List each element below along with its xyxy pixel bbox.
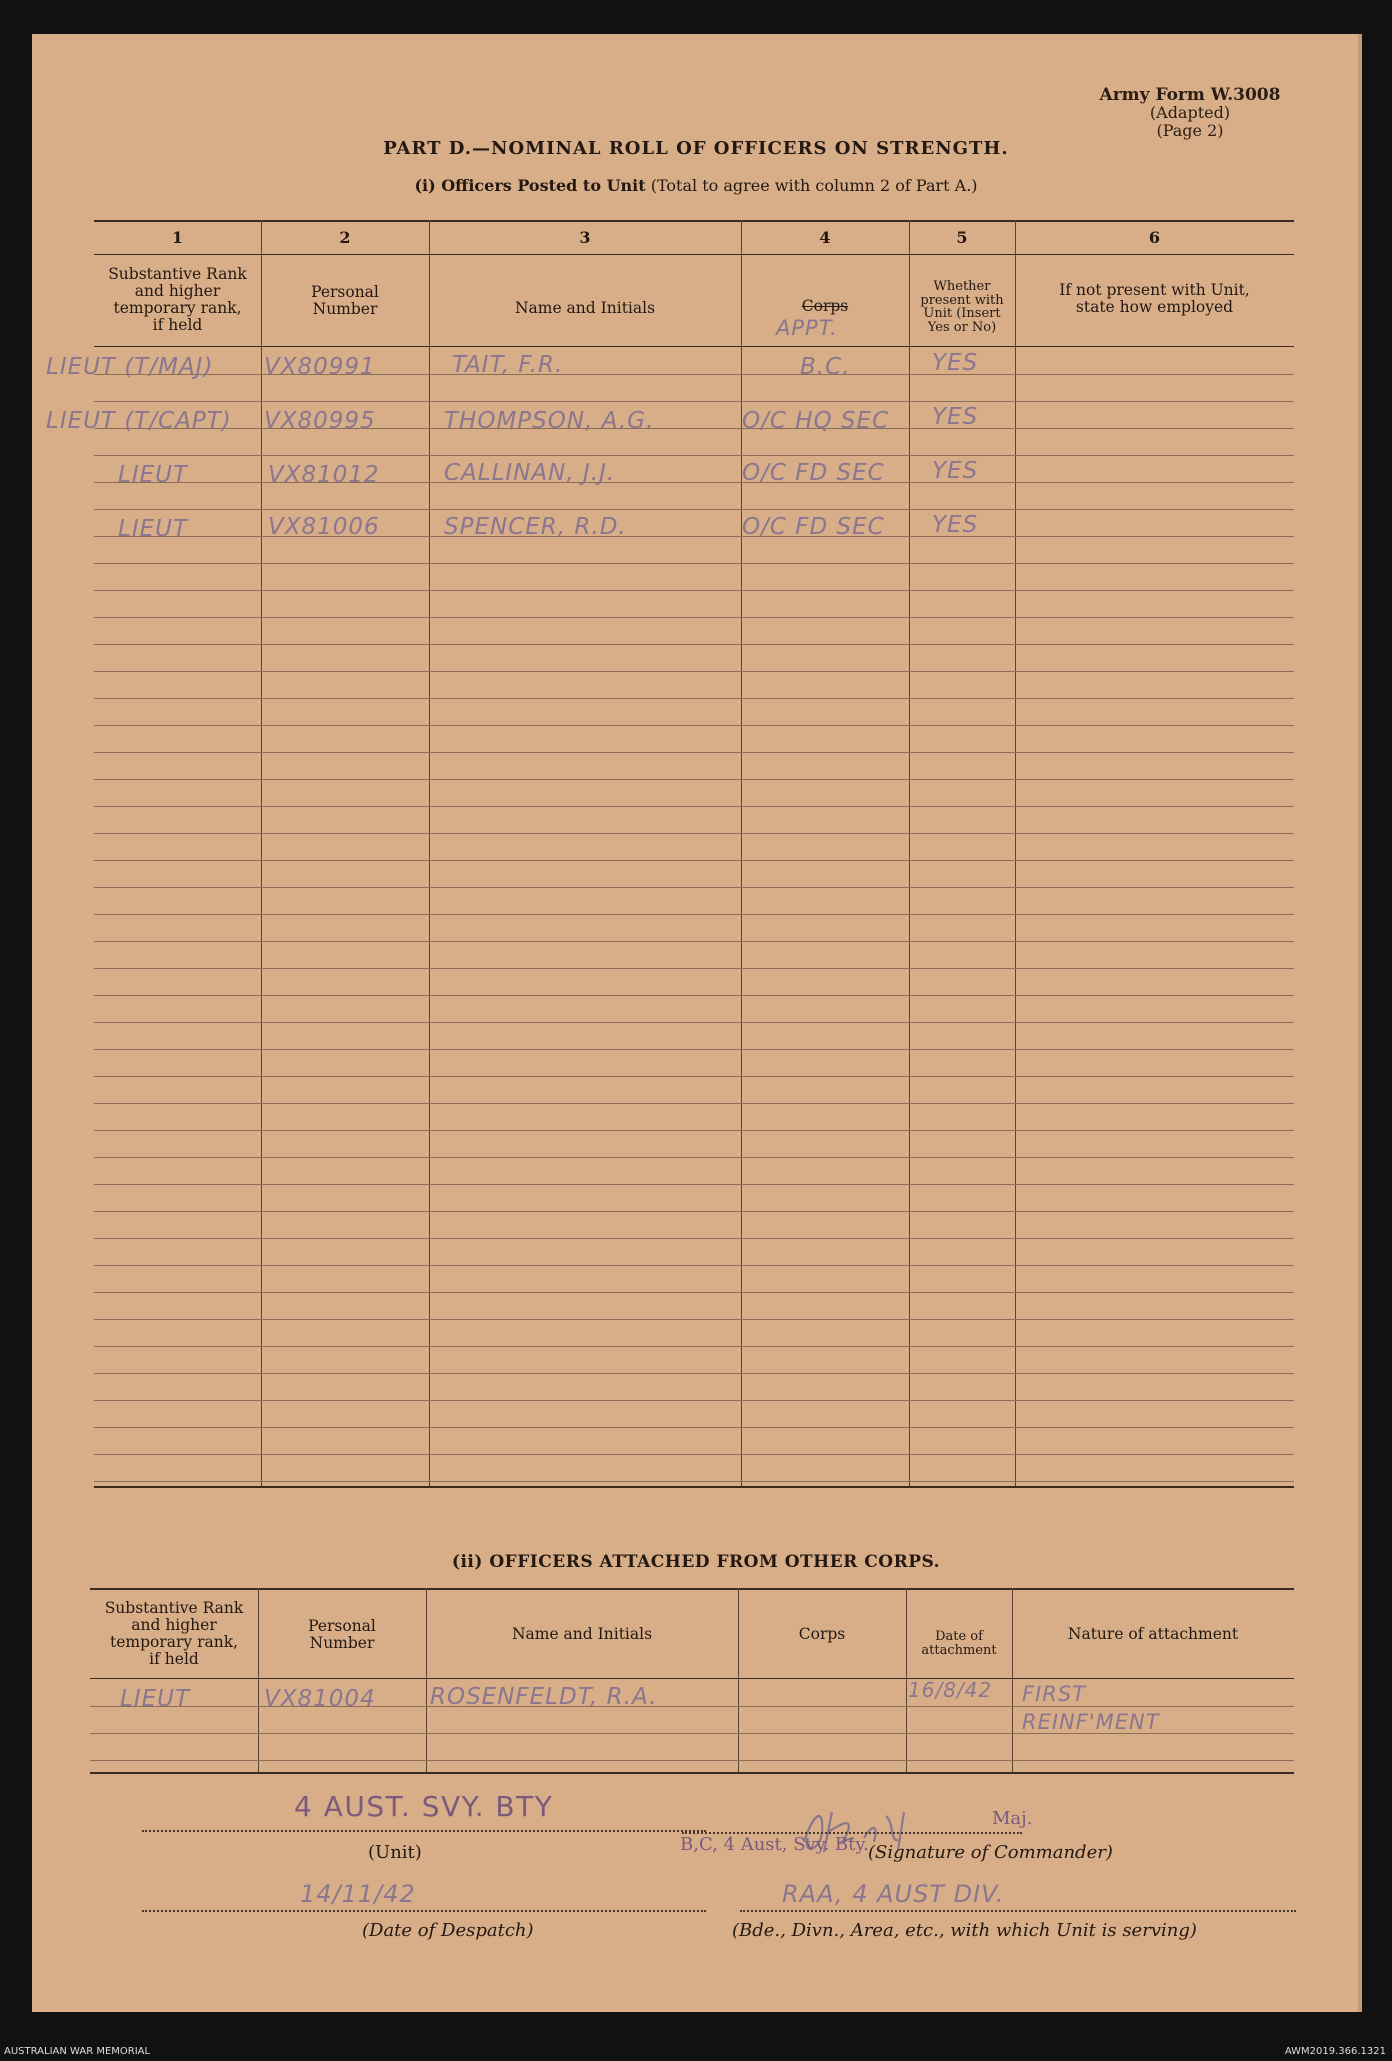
row-appointment: B.C.	[800, 354, 851, 380]
header-corps-amendment: APPT.	[776, 316, 838, 340]
header-line: Substantive Rank	[108, 265, 247, 283]
header-personal-number	[258, 1618, 426, 1652]
ruled-line	[94, 1238, 1294, 1239]
section1-note: (Total to agree with column 2 of Part A.)	[650, 176, 978, 195]
section1-title	[32, 176, 1360, 195]
row-name: TAIT, F.R.	[452, 352, 564, 378]
table2-col-divider	[258, 1588, 259, 1772]
form-page-number: (Page 2)	[1156, 121, 1224, 140]
header-employed	[1015, 282, 1294, 316]
column-number: 2	[339, 228, 351, 247]
ruled-line	[94, 644, 1294, 645]
header-line: temporary rank,	[113, 299, 242, 317]
table2-bottom-rule	[90, 1772, 1294, 1774]
part-title: PART D.—NOMINAL ROLL OF OFFICERS ON STRENGTH.	[383, 138, 1009, 159]
header-line: temporary rank,	[109, 1633, 239, 1651]
table2-top-rule	[90, 1588, 1294, 1590]
ruled-line	[94, 1319, 1294, 1320]
header-date	[906, 1630, 1012, 1657]
section1-lead: (i) Officers Posted to Unit	[414, 176, 646, 195]
column-number: 4	[819, 228, 831, 247]
table1-col-divider	[909, 220, 910, 1486]
header-name: Name and Initials	[514, 299, 656, 317]
ruled-line	[94, 887, 1294, 888]
ruled-line	[94, 1130, 1294, 1131]
column-number: 1	[171, 228, 184, 247]
header-nature: Nature of attachment	[1067, 1625, 1239, 1643]
row-present: YES	[932, 458, 979, 484]
section2-title: (ii) OFFICERS ATTACHED FROM OTHER CORPS.	[451, 1552, 941, 1572]
table1-col-divider	[429, 220, 430, 1486]
row-present: YES	[932, 512, 979, 538]
header-corps: Corps	[801, 297, 849, 315]
ruled-line	[94, 1103, 1294, 1104]
archive-credit: AUSTRALIAN WAR MEMORIAL	[4, 2046, 151, 2057]
table1-col-divider	[261, 220, 262, 1486]
header-personal-number	[261, 284, 429, 318]
ruled-line	[94, 752, 1294, 753]
row-rank: LIEUT	[118, 516, 189, 542]
header-line: Number	[312, 300, 378, 318]
ruled-line	[94, 455, 1294, 456]
ruled-line	[94, 968, 1294, 969]
row-present: YES	[932, 350, 979, 376]
ruled-line	[94, 860, 1294, 861]
row-nature: FIRST	[1022, 1682, 1087, 1706]
header-line: Whether	[933, 279, 991, 294]
unit-label: (Unit)	[368, 1842, 422, 1863]
row-name: CALLINAN, J.J.	[444, 460, 616, 486]
header-line: Date of	[935, 1629, 983, 1644]
ruled-line	[94, 671, 1294, 672]
ruled-line	[94, 806, 1294, 807]
ruled-line	[94, 509, 1294, 510]
form-page	[32, 34, 1360, 2012]
header-rank	[90, 1600, 258, 1668]
ruled-line	[94, 1022, 1294, 1023]
header-line: Personal	[308, 1617, 376, 1635]
ruled-line	[94, 1373, 1294, 1374]
row-rank: LIEUT	[120, 1686, 191, 1712]
row-appointment: O/C FD SEC	[742, 514, 885, 540]
header-line: attachment	[921, 1642, 997, 1658]
table1-bottom-rule	[94, 1486, 1294, 1488]
ruled-line	[94, 698, 1294, 699]
form-adapted: (Adapted)	[1149, 103, 1231, 122]
row-name: SPENCER, R.D.	[444, 514, 627, 540]
despatch-label: (Date of Despatch)	[362, 1920, 534, 1941]
row-name: THOMPSON, A.G.	[444, 408, 655, 434]
row-rank: LIEUT (T/MAJ)	[46, 354, 214, 380]
ruled-line	[94, 1292, 1294, 1293]
row-name: ROSENFELDT, R.A.	[430, 1684, 658, 1710]
row-number: VX81006	[268, 514, 380, 540]
form-name: Army Form W.3008	[1099, 85, 1281, 105]
ruled-line	[94, 1076, 1294, 1077]
formation-value: RAA, 4 AUST DIV.	[782, 1880, 1005, 1908]
table2-col-divider	[906, 1588, 907, 1772]
header-corps: Corps	[798, 1625, 846, 1643]
ruled-line	[94, 1346, 1294, 1347]
header-line: Yes or No)	[927, 319, 997, 335]
unit-stamp: 4 AUST. SVY. BTY	[294, 1790, 554, 1823]
ruled-line	[94, 1481, 1294, 1482]
row-nature: REINF'MENT	[1022, 1710, 1160, 1734]
row-rank: LIEUT	[118, 462, 189, 488]
table2-col-divider	[1012, 1588, 1013, 1772]
column-number: 5	[956, 228, 968, 247]
ruled-line	[94, 401, 1294, 402]
header-line: if held	[149, 1650, 199, 1668]
table2-header-rule	[90, 1678, 1294, 1679]
row-number: VX80995	[264, 408, 376, 434]
ruled-line	[94, 1427, 1294, 1428]
ruled-line	[94, 590, 1294, 591]
ruled-line	[90, 1760, 1294, 1761]
signature-stamp: B,C, 4 Aust, Svy. Bty.	[680, 1834, 869, 1855]
unit-line	[142, 1830, 706, 1832]
ruled-line	[94, 941, 1294, 942]
header-line: Number	[309, 1634, 375, 1652]
row-present: YES	[932, 404, 979, 430]
ruled-line	[94, 779, 1294, 780]
header-line: Substantive Rank	[104, 1599, 244, 1617]
row-number: VX80991	[264, 354, 376, 380]
formation-line	[740, 1910, 1296, 1912]
header-line: and higher	[134, 282, 221, 300]
header-line: Unit (Insert	[923, 306, 1001, 321]
row-date: 16/8/42	[908, 1678, 993, 1702]
ruled-line	[94, 563, 1294, 564]
table2-col-divider	[738, 1588, 739, 1772]
ruled-line	[94, 1265, 1294, 1266]
header-line: and higher	[131, 1616, 217, 1634]
column-number: 3	[579, 228, 591, 247]
column-number: 6	[1148, 228, 1161, 247]
row-rank: LIEUT (T/CAPT)	[46, 408, 232, 434]
signature-label: (Signature of Commander)	[868, 1842, 1113, 1863]
table1-header-rule	[94, 346, 1294, 347]
ruled-line	[94, 995, 1294, 996]
table2-col-divider	[426, 1588, 427, 1772]
row-appointment: O/C HQ SEC	[742, 408, 890, 434]
row-number: VX81004	[264, 1686, 376, 1712]
ruled-line	[94, 617, 1294, 618]
ruled-line	[94, 914, 1294, 915]
ruled-line	[94, 1400, 1294, 1401]
ruled-line	[94, 1184, 1294, 1185]
row-appointment: O/C FD SEC	[742, 460, 885, 486]
form-identifier	[1070, 86, 1310, 140]
ruled-line	[94, 1049, 1294, 1050]
table1-top-rule	[94, 220, 1294, 222]
header-present	[909, 280, 1015, 334]
header-name: Name and Initials	[511, 1625, 653, 1643]
despatch-line	[142, 1910, 706, 1912]
ruled-line	[94, 1157, 1294, 1158]
header-line: If not present with Unit,	[1059, 281, 1250, 299]
archive-reference: AWM2019.366.1321	[1284, 2046, 1386, 2057]
table1-number-rule	[94, 254, 1294, 255]
header-line: if held	[152, 316, 203, 334]
header-rank	[94, 266, 261, 334]
formation-label: (Bde., Divn., Area, etc., with which Unit is serving)	[732, 1920, 1197, 1941]
ruled-line	[94, 725, 1294, 726]
ruled-line	[94, 1454, 1294, 1455]
signature-suffix: Maj.	[992, 1808, 1033, 1829]
header-line: present with	[920, 292, 1004, 308]
despatch-date: 14/11/42	[300, 1880, 416, 1908]
table1-col-divider	[1015, 220, 1016, 1486]
row-number: VX81012	[268, 462, 380, 488]
ruled-line	[94, 833, 1294, 834]
header-line: Personal	[311, 283, 379, 301]
ruled-line	[94, 1211, 1294, 1212]
header-line: state how employed	[1075, 298, 1234, 316]
